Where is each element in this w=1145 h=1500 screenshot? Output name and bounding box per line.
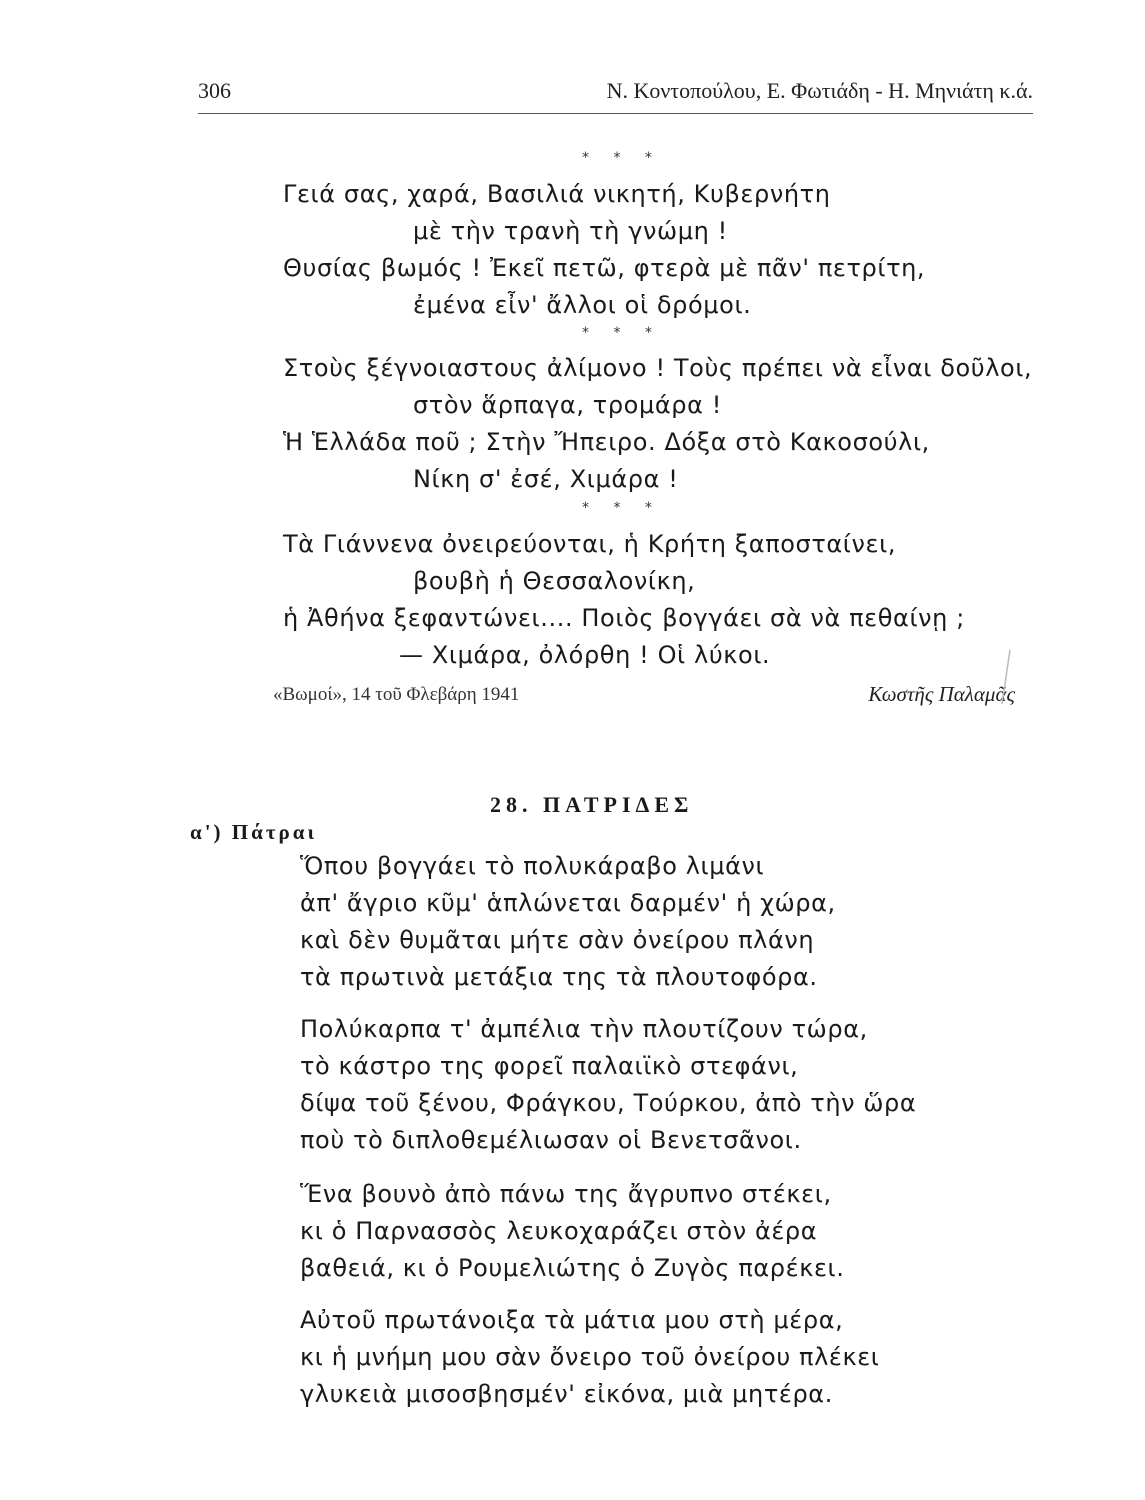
stanza-separator: * * * (582, 325, 662, 341)
poem-line: γλυκειὰ μισοσβησμέν' εἰκόνα, μιὰ μητέρα. (300, 1380, 833, 1408)
poem-source: «Βωμοί», 14 τοῦ Φλεβάρη 1941 (273, 684, 520, 705)
stanza-separator: * * * (582, 150, 662, 166)
section-subtitle: α') Πάτραι (190, 820, 318, 844)
poem-line: μὲ τὴν τρανὴ τὴ γνώμη ! (413, 217, 728, 245)
section-title: 28. ΠΑΤΡΙΔΕΣ (490, 792, 694, 817)
poem-line: Ἕνα βουνὸ ἀπὸ πάνω της ἄγρυπνο στέκει, (300, 1180, 832, 1208)
poem-line: βουβὴ ἡ Θεσσαλονίκη, (413, 567, 696, 595)
header-rule (198, 113, 1033, 114)
poem-line: Αὐτοῦ πρωτάνοιξα τὰ μάτια μου στὴ μέρα, (300, 1306, 844, 1334)
poem-line: Πολύκαρπα τ' ἀμπέλια τὴν πλουτίζουν τώρα, (300, 1015, 868, 1043)
poem-line: καὶ δὲν θυμᾶται μήτε σὰν ὀνείρου πλάνη (300, 926, 815, 954)
poem-line: βαθειά, κι ὁ Ρουμελιώτης ὁ Ζυγὸς παρέκει. (300, 1254, 845, 1282)
poem-line: Νίκη σ' ἐσέ, Χιμάρα ! (413, 465, 679, 493)
poem-line: ποὺ τὸ διπλοθεμέλιωσαν οἱ Βενετσᾶνοι. (300, 1126, 802, 1154)
page-number: 306 (198, 78, 231, 103)
running-header-authors: Ν. Κοντοπούλου, Ε. Φωτιάδη - Η. Μηνιάτη κ.ά. (606, 78, 1033, 103)
poem-line: κι ὁ Παρνασσὸς λευκοχαράζει στὸν ἀέρα (300, 1217, 818, 1245)
poem-line: τὰ πρωτινὰ μετάξια της τὰ πλουτοφόρα. (300, 963, 818, 991)
poem-line: Γειά σας, χαρά, Βασιλιά νικητή, Κυβερνήτη (283, 180, 831, 208)
poem-line: Ὅπου βογγάει τὸ πολυκάραβο λιμάνι (300, 852, 765, 880)
poem-line: στὸν ἅρπαγα, τρομάρα ! (413, 391, 722, 419)
poem-line: τὸ κάστρο της φορεῖ παλαιϊκὸ στεφάνι, (300, 1052, 799, 1080)
poem-line: Θυσίας βωμός ! Ἐκεῖ πετῶ, φτερὰ μὲ πᾶν' πετρίτη, (283, 254, 926, 282)
poem-line: ἐμένα εἶν' ἄλλοι οἱ δρόμοι. (413, 291, 752, 319)
poem-line: Στοὺς ξέγνοιαστους ἀλίμονο ! Τοὺς πρέπει νὰ εἶναι δοῦλοι, (283, 354, 1033, 382)
poem-line: κι ἡ μνήμη μου σὰν ὄνειρο τοῦ ὀνείρου πλέκει (300, 1343, 880, 1371)
poem-line: ἡ Ἀθήνα ξεφαντώνει.... Ποιὸς βογγάει σὰ νὰ πεθαίνῃ ; (283, 604, 965, 632)
margin-pencil-mark (996, 648, 1012, 708)
poem-line: δίψα τοῦ ξένου, Φράγκου, Τούρκου, ἀπὸ τὴν ὥρα (300, 1089, 917, 1117)
poem-line: Τὰ Γιάννενα ὀνειρεύονται, ἡ Κρήτη ξαποσταίνει, (283, 530, 897, 558)
poem-author: Κωστῆς Παλαμᾶς (868, 682, 1015, 706)
stanza-separator: * * * (582, 500, 662, 516)
poem-line: — Χιμάρα, ὀλόρθη ! Οἱ λύκοι. (399, 641, 771, 669)
poem-line: Ἡ Ἑλλάδα ποῦ ; Στὴν Ἤπειρο. Δόξα στὸ Κακοσούλι, (283, 428, 930, 456)
poem-line: ἀπ' ἄγριο κῦμ' ἁπλώνεται δαρμέν' ἡ χώρα, (300, 889, 836, 917)
